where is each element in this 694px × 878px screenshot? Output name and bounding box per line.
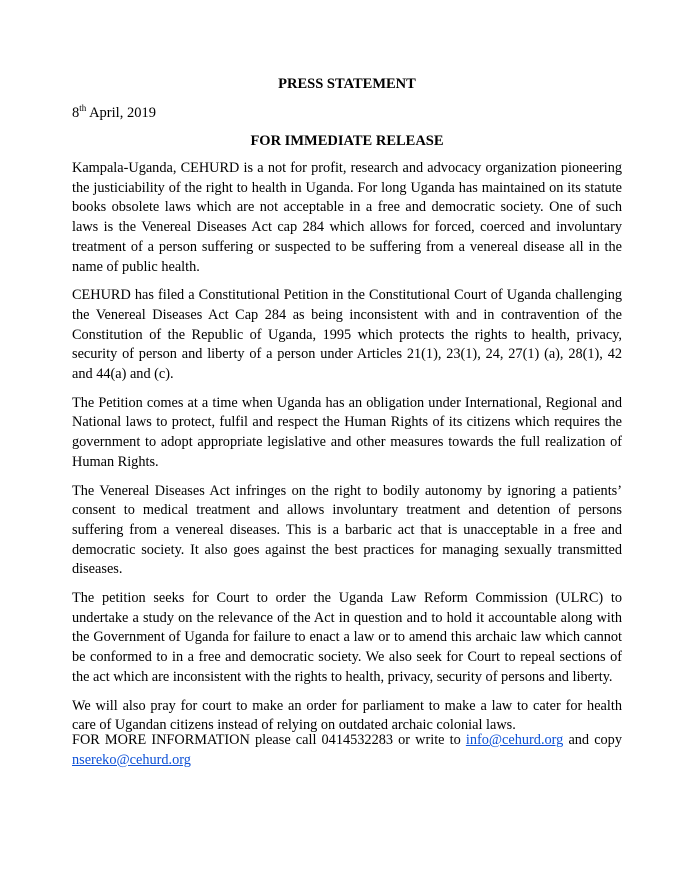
document-title: PRESS STATEMENT <box>278 76 416 92</box>
paragraph: The petition seeks for Court to order the Uganda Law Reform Commission (ULRC) to undertake a study on the relevance of the Act in question and to hold it accountable along with the Government of Uganda for failure to enact a law or to amend this archaic law which cannot be conformed to in a free and democratic society. We also seek for Court to repeal sections of the act which are inconsistent with the rights to health, privacy, security of persons and liberty. <box>72 590 622 685</box>
paragraph: Kampala-Uganda, CEHURD is a not for profit, research and advocacy organization pioneering the justiciability of the right to health in Uganda. For long Uganda has maintained on its statute books obsolete laws which are not acceptable in a free and democratic society. One of such laws is the Venereal Diseases Act cap 284 which allows for forced, coerced and involuntary treatment of a person suffering or suspected to be suffering from a venereal disease all in the name of public health. <box>72 160 622 275</box>
paragraph: The Venereal Diseases Act infringes on the right to bodily autonomy by ignoring a patients’ consent to medical treatment and allows involuntary treatment and detention of persons suffering from a venereal diseases. This is a barbaric act that is unacceptable in a free and democratic society. It also goes against the best practices for managing sexually transmitted diseases. <box>72 482 622 578</box>
contact-middle: and copy <box>563 732 622 748</box>
paragraph: The Petition comes at a time when Uganda has an obligation under International, Regional and National laws to protect, fulfil and respect the Human Rights of its citizens which requires the government to adopt appropriate legislative and other measures towards the full realization of Human Rights. <box>72 394 622 470</box>
contact-prefix: FOR MORE INFORMATION please call 0414532283 or write to <box>72 732 466 748</box>
contact-info <box>72 731 622 770</box>
statement-date <box>72 103 156 123</box>
nsereko-email-link[interactable]: nsereko@cehurd.org <box>72 751 191 768</box>
date-suffix: th <box>79 103 87 114</box>
press-statement-page <box>72 74 622 768</box>
paragraph: We will also pray for court to make an order for parliament to make a law to cater for health care of Ugandan citizens instead of relying on outdated archaic colonial laws. <box>72 697 622 734</box>
paragraph: CEHURD has filed a Constitutional Petition in the Constitutional Court of Uganda challenging the Venereal Diseases Act Cap 284 as being inconsistent with and in contravention of the Constitution of the Republic of Uganda, 1995 which protects the rights to health, privacy, security of person and liberty of a person under Articles 21(1), 23(1), 24, 27(1) (a), 28(1), 42 and 44(a) and (c). <box>72 287 622 383</box>
info-email-link[interactable]: info@cehurd.org <box>465 732 564 748</box>
release-heading: FOR IMMEDIATE RELEASE <box>250 133 444 149</box>
date-day: 8 <box>72 105 80 121</box>
date-month-year: April, 2019 <box>86 105 156 121</box>
statement-body <box>72 159 622 745</box>
